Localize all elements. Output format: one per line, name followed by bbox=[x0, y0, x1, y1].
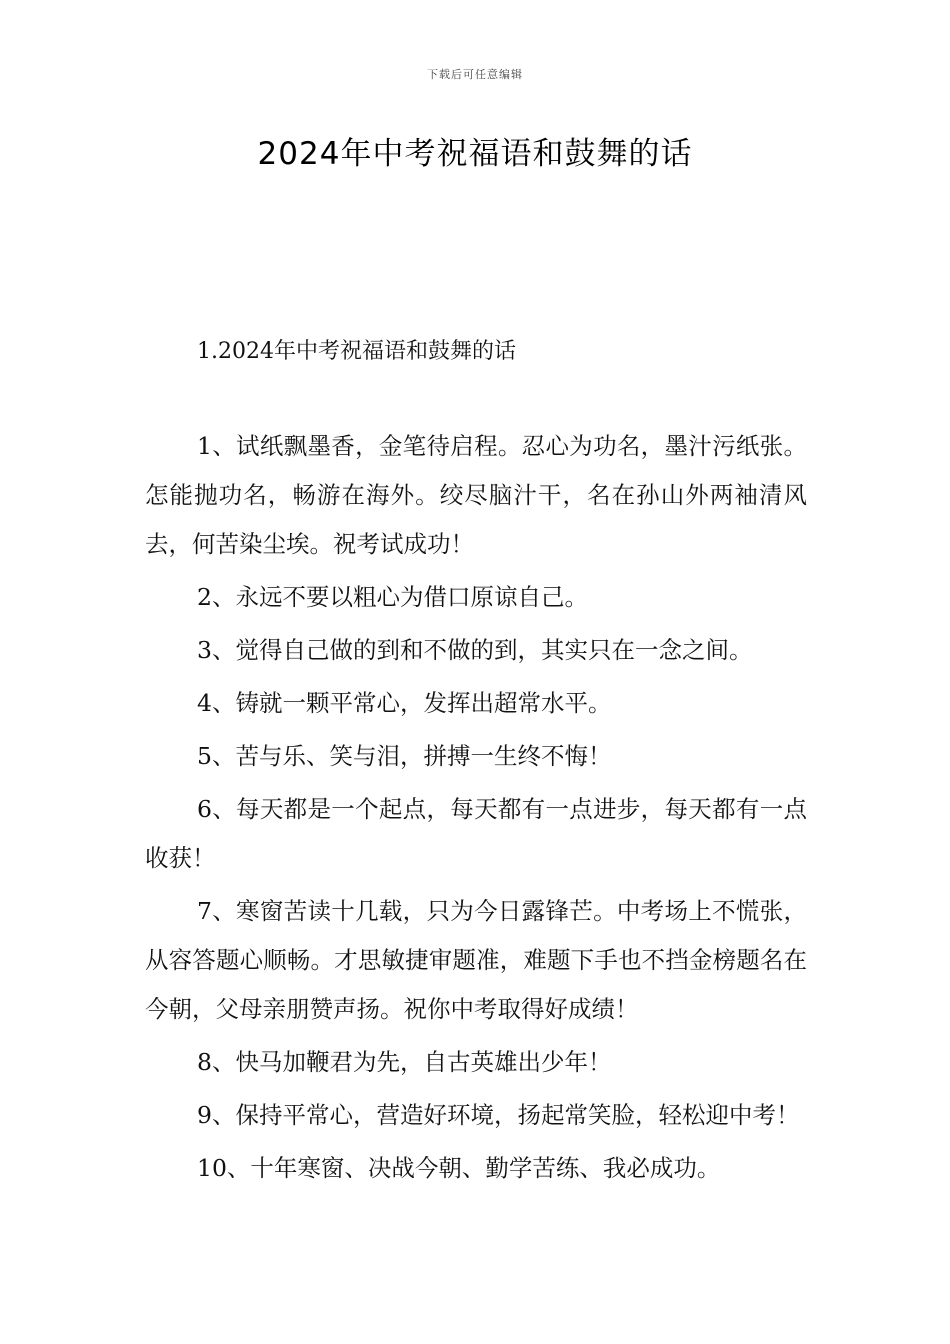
document-body bbox=[145, 422, 807, 1197]
paragraph-10: 10、十年寒窗、决战今朝、勤学苦练、我必成功。 bbox=[197, 1154, 721, 1182]
paragraph-1: 1、试纸飘墨香，金笔待启程。忍心为功名，墨汁污纸张。怎能抛功名，畅游在海外。绞尽脑汁干，名在孙山外两袖清风去，何苦染尘埃。祝考试成功！ bbox=[145, 432, 807, 558]
header-note: 下载后可任意编辑 bbox=[427, 68, 523, 81]
section-heading: 1.2024年中考祝福语和鼓舞的话 bbox=[197, 339, 516, 364]
paragraph-4: 4、铸就一颗平常心，发挥出超常水平。 bbox=[197, 689, 612, 717]
paragraph-9: 9、保持平常心，营造好环境，扬起常笑脸，轻松迎中考！ bbox=[197, 1101, 800, 1129]
document-title: 2024年中考祝福语和鼓舞的话 bbox=[257, 136, 693, 172]
paragraph-3: 3、觉得自己做的到和不做的到，其实只在一念之间。 bbox=[197, 636, 753, 664]
paragraph-5: 5、苦与乐、笑与泪，拼搏一生终不悔！ bbox=[197, 742, 612, 770]
paragraph-6: 6、每天都是一个起点，每天都有一点进步，每天都有一点收获！ bbox=[145, 795, 807, 872]
paragraph-7: 7、寒窗苦读十几载，只为今日露锋芒。中考场上不慌张，从容答题心顺畅。才思敏捷审题准，难题下手也不挡金榜题名在今朝，父母亲朋赞声扬。祝你中考取得好成绩！ bbox=[145, 897, 807, 1023]
paragraph-8: 8、快马加鞭君为先，自古英雄出少年！ bbox=[197, 1048, 612, 1076]
paragraph-2: 2、永远不要以粗心为借口原谅自己。 bbox=[197, 583, 588, 611]
